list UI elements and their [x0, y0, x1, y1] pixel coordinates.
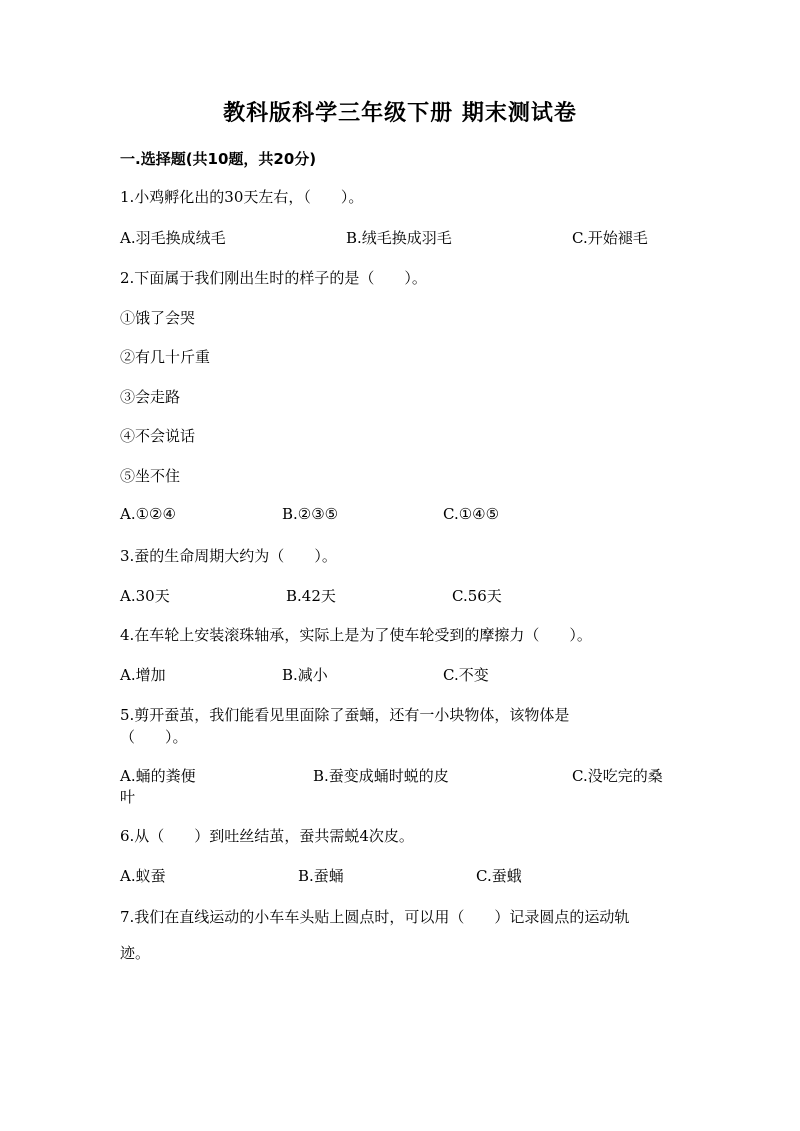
- question-2-item-4: ④不会说话: [120, 427, 196, 445]
- question-1-option-b[interactable]: B.绒毛换成羽毛: [346, 229, 452, 247]
- page-title: 教科版科学三年级下册 期末测试卷: [223, 101, 577, 126]
- question-3-option-b[interactable]: B.42天: [286, 587, 336, 605]
- question-6-stem: 6.从（ ）到吐丝结茧，蚕共需蜕4次皮。: [120, 827, 414, 845]
- question-2-item-3: ③会走路: [120, 388, 181, 406]
- question-4-option-c[interactable]: C.不变: [443, 666, 489, 684]
- question-6-option-b[interactable]: B.蚕蛹: [298, 867, 344, 885]
- question-1-option-a[interactable]: A.羽毛换成绒毛: [120, 229, 226, 247]
- question-5-option-c[interactable]: C.没吃完的桑: [572, 767, 663, 785]
- question-2-item-2: ②有几十斤重: [120, 348, 211, 366]
- question-5-option-a[interactable]: A.蛹的粪便: [120, 767, 196, 785]
- question-5-stem-continued: （ ）。: [120, 728, 188, 746]
- question-2-item-5: ⑤坐不住: [120, 467, 181, 485]
- section-heading: 一.选择题(共10题，共20分): [120, 150, 317, 168]
- question-3-option-a[interactable]: A.30天: [120, 587, 170, 605]
- question-2-stem: 2.下面属于我们刚出生时的样子的是（ ）。: [120, 269, 427, 287]
- question-4-option-a[interactable]: A.增加: [120, 666, 166, 684]
- question-3-option-c[interactable]: C.56天: [452, 587, 502, 605]
- question-6-option-c[interactable]: C.蚕蛾: [476, 867, 522, 885]
- question-3-stem: 3.蚕的生命周期大约为（ ）。: [120, 547, 337, 565]
- question-2-option-a[interactable]: A.①②④: [120, 505, 176, 523]
- question-4-option-b[interactable]: B.减小: [282, 666, 328, 684]
- question-7-stem: 7.我们在直线运动的小车车头贴上圆点时，可以用（ ）记录圆点的运动轨: [120, 908, 630, 926]
- question-5-option-c-continued: 叶: [120, 788, 136, 806]
- question-1-option-c[interactable]: C.开始褪毛: [572, 229, 648, 247]
- question-1-stem: 1.小鸡孵化出的30天左右，（ ）。: [120, 188, 364, 206]
- question-7-stem-continued: 迹。: [120, 944, 151, 962]
- question-6-option-a[interactable]: A.蚁蚕: [120, 867, 166, 885]
- question-4-stem: 4.在车轮上安装滚珠轴承，实际上是为了使车轮受到的摩擦力（ ）。: [120, 626, 592, 644]
- question-5-stem: 5.剪开蚕茧，我们能看见里面除了蚕蛹，还有一小块物体，该物体是: [120, 706, 570, 724]
- question-2-option-c[interactable]: C.①④⑤: [443, 505, 500, 523]
- question-2-item-1: ①饿了会哭: [120, 309, 196, 327]
- question-5-option-b[interactable]: B.蚕变成蛹时蜕的皮: [313, 767, 449, 785]
- question-2-option-b[interactable]: B.②③⑤: [282, 505, 339, 523]
